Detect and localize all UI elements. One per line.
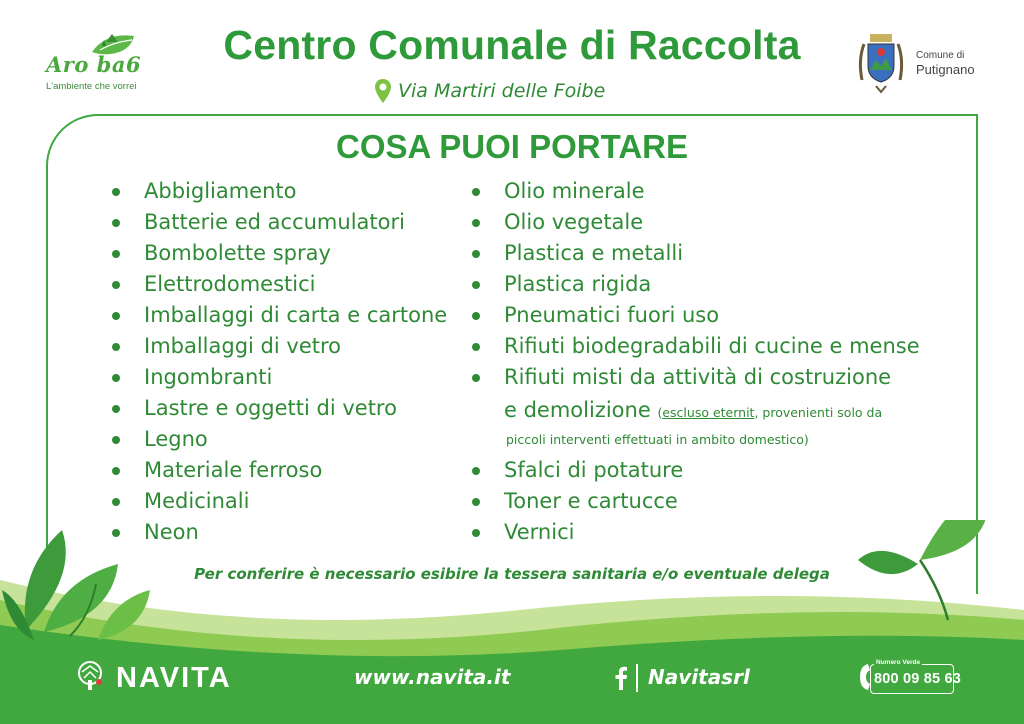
- list-item: Toner e cartucce: [472, 486, 683, 517]
- bullet-icon: [472, 343, 480, 351]
- comune-name: Putignano: [916, 62, 975, 77]
- list-item: Rifiuti misti da attività di costruzione: [472, 362, 920, 393]
- left-list: [112, 176, 447, 548]
- note-text: (escluso eternit, provenienti solo da: [657, 405, 883, 420]
- list-item: Batterie ed accumulatori: [112, 207, 447, 238]
- list-item: Legno: [112, 424, 447, 455]
- bullet-icon: [472, 281, 480, 289]
- list-item: Imballaggi di vetro: [112, 331, 447, 362]
- bullet-icon: [112, 405, 120, 413]
- list-item: Abbigliamento: [112, 176, 447, 207]
- section-title: COSA PUOI PORTARE: [335, 128, 689, 165]
- aro-tagline: L'ambiente che vorrei: [46, 81, 137, 92]
- bullet-icon: [112, 219, 120, 227]
- address: [374, 76, 605, 106]
- bullet-icon: [472, 374, 480, 382]
- bullet-icon: [112, 436, 120, 444]
- note-text-line2: piccoli interventi effettuati in ambito domestico): [506, 432, 809, 447]
- comune-crest-icon: [856, 30, 906, 94]
- list-item: Bombolette spray: [112, 238, 447, 269]
- list-item: Plastica e metalli: [472, 238, 920, 269]
- bullet-icon: [112, 281, 120, 289]
- bullet-icon: [112, 467, 120, 475]
- facebook-handle[interactable]: Navitasrl: [648, 665, 750, 689]
- list-item: Pneumatici fuori uso: [472, 300, 920, 331]
- list-item: Vernici: [472, 517, 683, 548]
- comune-prefix: Comune di: [916, 50, 965, 61]
- aro-brand-name: Aro ba6: [46, 52, 142, 77]
- page-title: Centro Comunale di Raccolta: [223, 22, 801, 68]
- location-pin-icon: [374, 78, 392, 104]
- phone-label: Numero Verde: [876, 659, 921, 666]
- list-item: Sfalci di potature: [472, 455, 683, 486]
- list-item: Plastica rigida: [472, 269, 920, 300]
- list-item: Elettrodomestici: [112, 269, 447, 300]
- list-item: Materiale ferroso: [112, 455, 447, 486]
- navita-brand-name: NAVITA: [116, 662, 232, 694]
- bullet-icon: [472, 312, 480, 320]
- right-list-top: [472, 176, 920, 393]
- bullet-icon: [472, 188, 480, 196]
- facebook-icon[interactable]: [614, 666, 628, 690]
- website-link[interactable]: www.navita.it: [354, 665, 511, 689]
- bullet-icon: [472, 498, 480, 506]
- list-item: Olio vegetale: [472, 207, 920, 238]
- navita-tree-icon: [72, 660, 108, 692]
- address-text: Via Martiri delle Foibe: [398, 80, 606, 102]
- divider: [636, 664, 638, 692]
- phone-number[interactable]: 800 09 85 63: [874, 671, 962, 687]
- bullet-icon: [472, 467, 480, 475]
- bullet-icon: [112, 250, 120, 258]
- bullet-icon: [112, 312, 120, 320]
- bullet-icon: [472, 250, 480, 258]
- list-item: Olio minerale: [472, 176, 920, 207]
- bullet-icon: [112, 343, 120, 351]
- bullet-icon: [112, 374, 120, 382]
- list-item: Neon: [112, 517, 447, 548]
- list-item-continuation: e demolizione (escluso eternit, provenienti solo da: [504, 398, 883, 422]
- list-item: Imballaggi di carta e cartone: [112, 300, 447, 331]
- requirement-note: Per conferire è necessario esibire la tessera sanitaria e/o eventuale delega: [194, 565, 830, 583]
- list-item: Lastre e oggetti di vetro: [112, 393, 447, 424]
- bullet-icon: [112, 188, 120, 196]
- list-item: Ingombranti: [112, 362, 447, 393]
- list-item: Medicinali: [112, 486, 447, 517]
- bullet-icon: [472, 219, 480, 227]
- bullet-icon: [112, 498, 120, 506]
- list-item: Rifiuti biodegradabili di cucine e mense: [472, 331, 920, 362]
